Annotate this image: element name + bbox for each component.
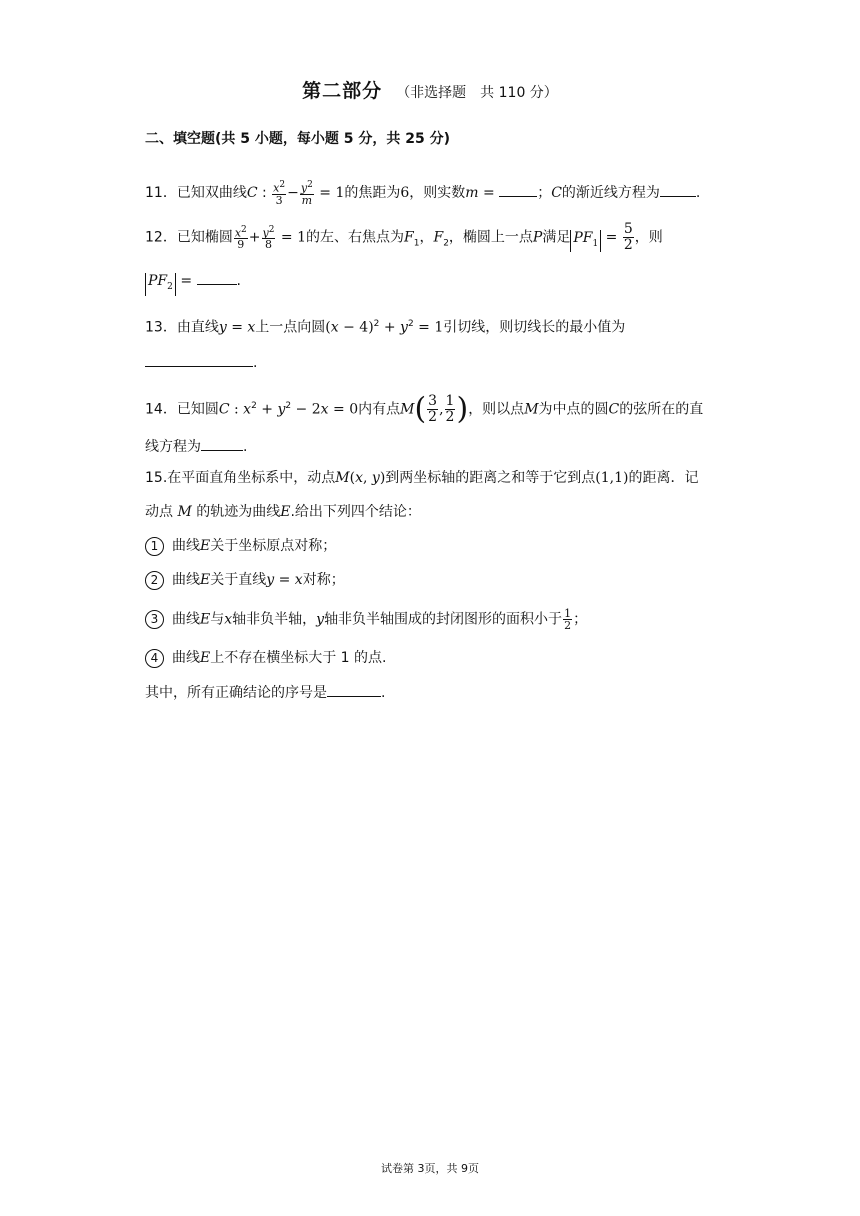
fraction-1-over-2: $\frac{1}{2}$ [445,393,455,425]
answer-blank[interactable] [145,352,253,367]
question-13-line-2: . [145,352,257,373]
page-title [0,76,860,103]
fraction-x2-over-3: $\frac{x^2}{3}$ [273,180,286,207]
answer-blank[interactable] [660,182,696,197]
answer-blank[interactable] [201,436,243,451]
section-heading: 二、填空题(共 5 小题，每小题 5 分，共 25 分) [145,131,451,147]
option-1: 1 曲线E关于坐标原点对称； [145,536,336,556]
question-12: 12．已知椭圆 $\frac{x^2}{9}$ + $\frac{y^2}{8}$ = 1的左、右焦点为$F_1$，$F_2$，椭圆上一点P满足 $PF_1$ = $\frac{5}{2}$ ，则 [145,221,663,253]
fraction-x2-over-9: $\frac{x^2}{9}$ [234,224,247,252]
question-14: 14．已知圆C : $x^2 + y^2 - 2x = 0$内有点M( $\frac{3}{2}$ , $\frac{1}{2}$ )，则以点M为中点的圆C的弦所在的直 [145,391,704,427]
option-number-badge: 2 [145,571,164,590]
question-15-line-2: 动点 M 的轨迹为曲线E.给出下列四个结论： [145,504,421,520]
option-number-badge: 4 [145,649,164,668]
fraction-3-over-2: $\frac{3}{2}$ [428,393,438,425]
question-15-conclusion: 其中，所有正确结论的序号是 . [145,682,385,703]
answer-blank[interactable] [327,682,381,697]
fraction-y2-over-8: $\frac{y^2}{8}$ [262,224,275,252]
part-title: 第二部分 [302,80,383,102]
fraction-y2-over-m: $\frac{y^2}{m}$ [300,180,313,207]
option-4: 4 曲线E上不存在横坐标大于 1 的点. [145,648,387,668]
question-11: 11．已知双曲线C : $\frac{x^2}{3}$ − $\frac{y^2}{m}$ = 1的焦距为6，则实数m = ；C的渐近线方程为 . [145,180,701,207]
question-13: 13．由直线y = x上一点向圆$(x - 4)^2 + y^2 = 1$引切线，则切线长的最小值为 [145,319,626,336]
fraction-5-over-2: $\frac{5}{2}$ [623,221,633,253]
answer-blank[interactable] [197,270,237,285]
question-12-line-2: $PF_2$ = . [145,270,241,296]
question-14-line-2: 线方程为 . [145,436,247,457]
option-number-badge: 1 [145,537,164,556]
fraction-1-over-2-small: $\frac{1}{2}$ [564,607,572,632]
option-3: 3 曲线E与x轴非负半轴，y轴非负半轴围成的封闭图形的面积小于 $\frac{1}{2}$ ； [145,608,587,631]
part-subtitle: （非选择题 共 110 分） [396,85,558,101]
option-number-badge: 3 [145,610,164,629]
page-footer: 试卷第 3页，共 9页 [381,1162,479,1175]
option-2: 2 曲线E关于直线y = x对称； [145,570,345,590]
question-15: 15.在平面直角坐标系中，动点M(x, y)到两坐标轴的距离之和等于它到点(1,1)的距离．记 [145,470,699,486]
answer-blank[interactable] [499,182,537,197]
